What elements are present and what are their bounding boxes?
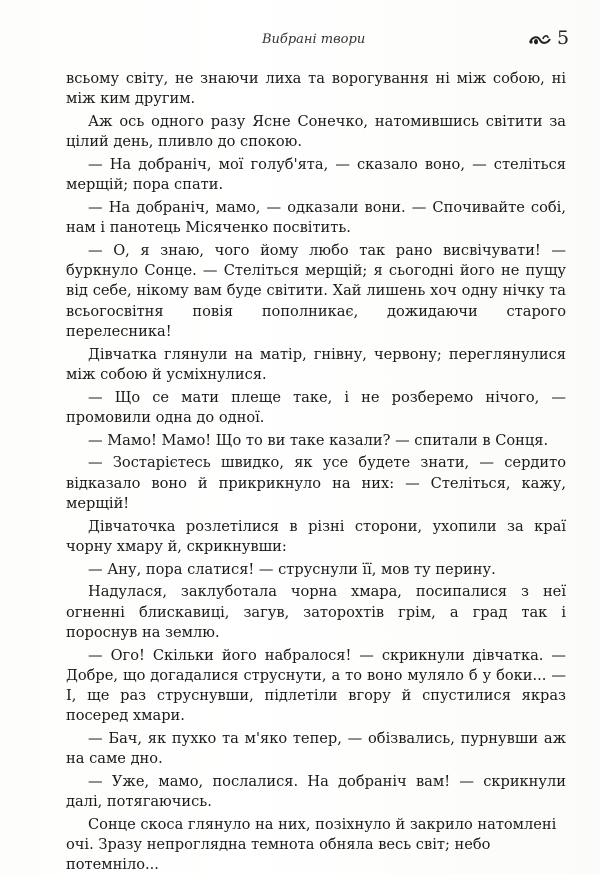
- paragraph: — Що се мати плеще таке, і не розберемо нічого, — промовили одна до одної.: [66, 388, 566, 426]
- paragraph: — Ого! Скільки його набралося! — скрикнули дівчатка. — Добре, що догадалися струснути, а то воно муляло б у боки... — І, ще раз струснувши, підлетіли вгору й спустилися якраз посеред хмари.: [66, 646, 566, 725]
- paragraph: — Уже, мамо, послалися. На добраніч вам! — скрикнули далі, потягаючись.: [66, 773, 566, 811]
- page-header: [0, 28, 600, 58]
- paragraph: Дівчаточка розлетілися в різні сторони, ухопили за краї чорну хмару й, скрикнувши:: [66, 517, 566, 555]
- paragraph: — Бач, як пухко та м'яко тепер, — обізвались, пурнувши аж на саме дно.: [66, 730, 566, 768]
- paragraph: Аж ось одного разу Ясне Сонечко, натомившись світити за цілий день, пливло до спокою.: [66, 113, 566, 151]
- paragraph: Дівчатка глянули на матір, гнівну, червону; переглянулися між собою й усміхнулися.: [66, 345, 566, 383]
- paragraph: — Мамо! Мамо! Що то ви таке казали? — спитали в Сонця.: [88, 431, 549, 449]
- paragraph: — Зостарієтесь швидко, як усе будете знати, — сердито відказало воно й прикрикнуло на них: — Стеліться, кажу, мерщій!: [66, 454, 566, 512]
- paragraph: — На добраніч, мамо, — одказали вони. — Спочивайте собі, нам і панотець Місяченко посвітить.: [66, 199, 566, 237]
- paragraph: — На добраніч, мої голуб'ята, — сказало воно, — стеліться мерщій; пора спати.: [66, 156, 566, 194]
- paragraph: Сонце скоса глянуло на них, позіхнуло й закрило натомлені очі. Зразу непроглядна темнота обняла весь світ; небо потемніло...: [66, 816, 557, 874]
- fleuron-icon: [528, 30, 552, 50]
- paragraph: всьому світу, не знаючи лиха та ворогування ні між собою, ні між ким другим.: [66, 70, 566, 108]
- paragraph: — Ану, пора слатися! — струснули її, мов ту перину.: [88, 560, 496, 578]
- body-text: [66, 69, 566, 878]
- paragraph: Надулася, заклуботала чорна хмара, посипалися з неї огненні блискавиці, загув, заторохтів грім, а град так і пороснув на землю.: [66, 583, 566, 641]
- running-title: Вибрані твори: [262, 32, 366, 47]
- paragraph: — О, я знаю, чого йому любо так рано висвічувати! — буркнуло Сонце. — Стеліться мерщій; я сьогодні його не пущу від себе, нікому вам буде світити. Хай лишень хоч одну нічку та всьогосвітня повія пополникає, дожидаючи старого перелесника!: [66, 242, 566, 340]
- page-number: 5: [557, 27, 570, 49]
